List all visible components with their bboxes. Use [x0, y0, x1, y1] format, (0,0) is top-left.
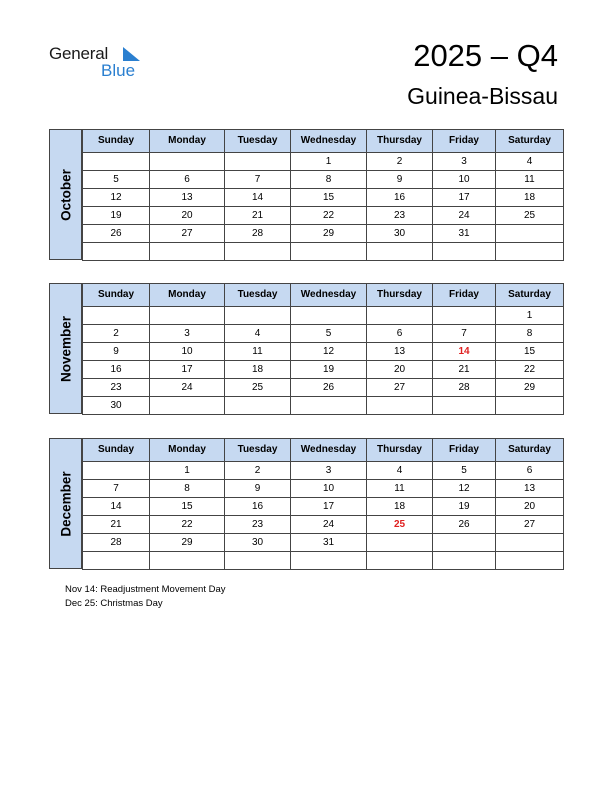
day-cell: 9	[83, 343, 150, 361]
month-label	[49, 438, 82, 569]
day-cell	[496, 243, 564, 261]
weekday-header: Wednesday	[291, 284, 367, 307]
day-cell: 13	[367, 343, 433, 361]
calendar-grid	[82, 129, 564, 261]
day-cell	[367, 534, 433, 552]
day-cell	[367, 243, 433, 261]
day-cell: 11	[367, 480, 433, 498]
weekday-header: Monday	[150, 284, 225, 307]
day-cell: 30	[367, 225, 433, 243]
day-cell: 21	[83, 516, 150, 534]
day-cell	[433, 243, 496, 261]
week-row	[83, 552, 564, 570]
day-cell	[83, 552, 150, 570]
day-cell: 5	[83, 171, 150, 189]
day-cell	[433, 552, 496, 570]
week-row	[83, 307, 564, 325]
day-cell: 3	[433, 153, 496, 171]
day-cell: 3	[150, 325, 225, 343]
logo-flag-icon	[123, 47, 140, 61]
weekday-header: Sunday	[83, 439, 150, 462]
day-cell: 23	[367, 207, 433, 225]
day-cell: 22	[291, 207, 367, 225]
day-cell: 15	[496, 343, 564, 361]
day-cell: 2	[83, 325, 150, 343]
day-cell: 14	[83, 498, 150, 516]
day-cell: 2	[225, 462, 291, 480]
day-cell: 12	[291, 343, 367, 361]
weekday-header: Saturday	[496, 439, 564, 462]
weekday-header: Wednesday	[291, 439, 367, 462]
day-cell	[291, 552, 367, 570]
day-cell	[496, 397, 564, 415]
weekday-header-row	[83, 130, 564, 153]
day-cell	[496, 552, 564, 570]
day-cell: 1	[150, 462, 225, 480]
day-cell: 8	[150, 480, 225, 498]
weekday-header: Tuesday	[225, 439, 291, 462]
day-cell: 31	[433, 225, 496, 243]
day-cell: 6	[367, 325, 433, 343]
day-cell: 24	[150, 379, 225, 397]
day-cell: 4	[367, 462, 433, 480]
week-row	[83, 361, 564, 379]
day-cell: 18	[367, 498, 433, 516]
day-cell: 17	[150, 361, 225, 379]
weekday-header: Tuesday	[225, 284, 291, 307]
month-calendar-2	[49, 438, 563, 569]
day-cell: 17	[433, 189, 496, 207]
day-cell: 8	[291, 171, 367, 189]
month-name: December	[58, 470, 73, 537]
day-cell	[291, 243, 367, 261]
day-cell: 28	[433, 379, 496, 397]
day-cell	[433, 307, 496, 325]
day-cell: 22	[496, 361, 564, 379]
week-row	[83, 397, 564, 415]
day-cell: 26	[291, 379, 367, 397]
day-cell: 19	[433, 498, 496, 516]
day-cell: 18	[496, 189, 564, 207]
day-cell: 27	[150, 225, 225, 243]
day-cell: 31	[291, 534, 367, 552]
day-cell: 14	[225, 189, 291, 207]
day-cell	[83, 307, 150, 325]
country-name: Guinea-Bissau	[407, 83, 558, 109]
day-cell: 26	[433, 516, 496, 534]
day-cell: 25	[367, 516, 433, 534]
day-cell	[225, 307, 291, 325]
page-title: 2025 – Q4	[413, 38, 558, 73]
day-cell: 27	[496, 516, 564, 534]
weekday-header: Sunday	[83, 284, 150, 307]
holiday-note: Dec 25: Christmas Day	[65, 598, 163, 609]
day-cell: 4	[225, 325, 291, 343]
day-cell: 22	[150, 516, 225, 534]
weekday-header-row	[83, 439, 564, 462]
day-cell: 24	[433, 207, 496, 225]
day-cell	[291, 307, 367, 325]
day-cell	[433, 534, 496, 552]
day-cell: 11	[496, 171, 564, 189]
day-cell	[150, 397, 225, 415]
week-row	[83, 207, 564, 225]
logo-word-general: General	[49, 44, 109, 63]
day-cell	[225, 552, 291, 570]
day-cell: 6	[496, 462, 564, 480]
day-cell	[496, 225, 564, 243]
day-cell: 1	[291, 153, 367, 171]
day-cell: 20	[496, 498, 564, 516]
week-row	[83, 498, 564, 516]
day-cell: 28	[225, 225, 291, 243]
day-cell	[225, 243, 291, 261]
day-cell: 20	[367, 361, 433, 379]
day-cell: 12	[433, 480, 496, 498]
day-cell	[150, 307, 225, 325]
day-cell: 19	[291, 361, 367, 379]
week-row	[83, 325, 564, 343]
day-cell: 23	[83, 379, 150, 397]
day-cell: 7	[433, 325, 496, 343]
weekday-header: Saturday	[496, 130, 564, 153]
holiday-notes	[65, 583, 226, 611]
week-row	[83, 343, 564, 361]
weekday-header: Sunday	[83, 130, 150, 153]
day-cell: 18	[225, 361, 291, 379]
day-cell: 13	[496, 480, 564, 498]
weekday-header: Wednesday	[291, 130, 367, 153]
month-name: October	[58, 168, 73, 221]
day-cell	[83, 243, 150, 261]
weekday-header: Thursday	[367, 284, 433, 307]
day-cell: 10	[433, 171, 496, 189]
day-cell: 19	[83, 207, 150, 225]
day-cell: 2	[367, 153, 433, 171]
weekday-header: Friday	[433, 439, 496, 462]
week-row	[83, 516, 564, 534]
generalblue-logo	[49, 44, 149, 84]
day-cell: 23	[225, 516, 291, 534]
calendar-grid	[82, 438, 564, 570]
day-cell	[225, 153, 291, 171]
day-cell: 29	[291, 225, 367, 243]
day-cell	[83, 462, 150, 480]
day-cell	[433, 397, 496, 415]
day-cell	[367, 552, 433, 570]
month-label	[49, 283, 82, 414]
day-cell: 25	[496, 207, 564, 225]
day-cell: 25	[225, 379, 291, 397]
day-cell: 8	[496, 325, 564, 343]
day-cell: 1	[496, 307, 564, 325]
day-cell	[150, 552, 225, 570]
day-cell: 4	[496, 153, 564, 171]
day-cell: 9	[367, 171, 433, 189]
day-cell: 7	[83, 480, 150, 498]
week-row	[83, 225, 564, 243]
week-row	[83, 243, 564, 261]
week-row	[83, 462, 564, 480]
day-cell	[291, 397, 367, 415]
day-cell: 29	[496, 379, 564, 397]
day-cell: 24	[291, 516, 367, 534]
weekday-header: Monday	[150, 130, 225, 153]
day-cell	[367, 397, 433, 415]
day-cell: 20	[150, 207, 225, 225]
week-row	[83, 189, 564, 207]
week-row	[83, 480, 564, 498]
month-calendar-0	[49, 129, 563, 260]
day-cell: 5	[291, 325, 367, 343]
day-cell: 10	[291, 480, 367, 498]
month-name: November	[58, 315, 73, 382]
day-cell: 27	[367, 379, 433, 397]
day-cell: 12	[83, 189, 150, 207]
day-cell: 30	[225, 534, 291, 552]
day-cell: 7	[225, 171, 291, 189]
day-cell	[150, 153, 225, 171]
day-cell	[496, 534, 564, 552]
day-cell: 5	[433, 462, 496, 480]
day-cell: 26	[83, 225, 150, 243]
day-cell: 15	[291, 189, 367, 207]
day-cell: 21	[433, 361, 496, 379]
day-cell: 6	[150, 171, 225, 189]
day-cell: 9	[225, 480, 291, 498]
holiday-note: Nov 14: Readjustment Movement Day	[65, 584, 226, 595]
weekday-header-row	[83, 284, 564, 307]
weekday-header: Friday	[433, 284, 496, 307]
weekday-header: Thursday	[367, 439, 433, 462]
weekday-header: Friday	[433, 130, 496, 153]
day-cell: 16	[225, 498, 291, 516]
day-cell: 14	[433, 343, 496, 361]
day-cell: 17	[291, 498, 367, 516]
week-row	[83, 153, 564, 171]
day-cell	[225, 397, 291, 415]
month-label	[49, 129, 82, 260]
month-calendar-1	[49, 283, 563, 414]
day-cell: 30	[83, 397, 150, 415]
weekday-header: Tuesday	[225, 130, 291, 153]
weekday-header: Saturday	[496, 284, 564, 307]
day-cell: 11	[225, 343, 291, 361]
weekday-header: Monday	[150, 439, 225, 462]
logo-word-blue: Blue	[101, 61, 136, 80]
day-cell	[367, 307, 433, 325]
weekday-header: Thursday	[367, 130, 433, 153]
day-cell: 29	[150, 534, 225, 552]
day-cell: 21	[225, 207, 291, 225]
day-cell	[150, 243, 225, 261]
day-cell: 3	[291, 462, 367, 480]
day-cell: 28	[83, 534, 150, 552]
week-row	[83, 379, 564, 397]
calendar-grid	[82, 283, 564, 415]
day-cell: 16	[367, 189, 433, 207]
day-cell: 15	[150, 498, 225, 516]
day-cell: 16	[83, 361, 150, 379]
day-cell: 13	[150, 189, 225, 207]
week-row	[83, 534, 564, 552]
day-cell	[83, 153, 150, 171]
day-cell: 10	[150, 343, 225, 361]
week-row	[83, 171, 564, 189]
